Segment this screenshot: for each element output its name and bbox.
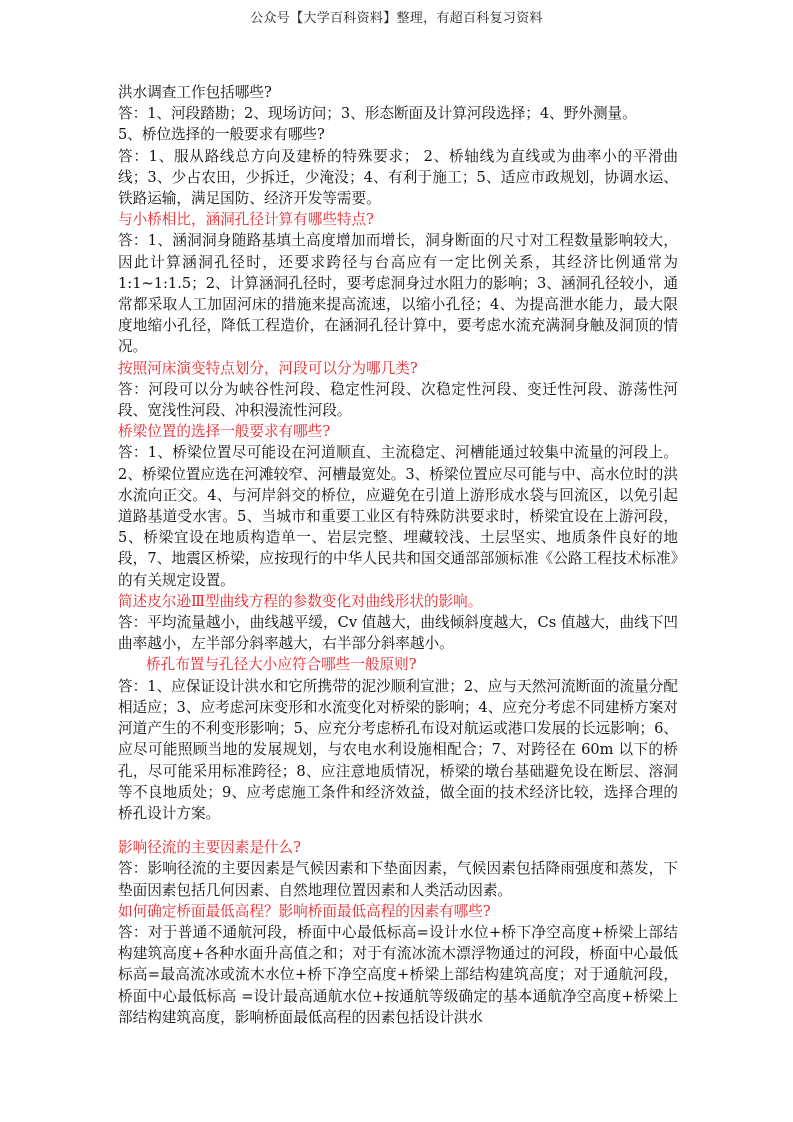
answer: 答：河段可以分为峡谷性河段、稳定性河段、次稳定性河段、变迁性河段、游荡性河段、宽浅性河段、冲积漫流性河段。	[118, 380, 678, 420]
question-heading: 与小桥相比，涵洞孔径计算有哪些特点?	[118, 211, 374, 229]
question-heading: 按照河床演变特点划分，河段可以分为哪几类?	[118, 359, 418, 377]
document-body	[118, 82, 678, 1028]
answer: 答：对于普通不通航河段，桥面中心最低标高=设计水位+桥下净空高度+桥梁上部结构建筑高度+各种水面升高值之和；对于有流冰流木漂浮物通过的河段，桥面中心最低标高=最高流冰或流木水位+桥下净空高度+桥梁上部结构建筑高度；对于通航河段，桥面中心最低标高 =设计最高通航水位+按通航等级确定的基本通航净空高度+桥梁上部结构建筑高度，影响桥面最低高程的因素包括设计洪水	[118, 923, 678, 1026]
paragraph: 洪水调查工作包括哪些?	[118, 84, 272, 101]
question: 5、桥位选择的一般要求有哪些?	[118, 126, 325, 144]
answer: 答：影响径流的主要因素是气候因素和下垫面因素，气候因素包括降雨强度和蒸发，下垫面因素包括几何因素、自然地理位置因素和人类活动因素。	[118, 860, 678, 899]
question-heading: 桥孔布置与孔径大小应符合哪些一般原则?	[146, 656, 417, 674]
answer: 答：平均流量越小，曲线越平缓，Cv 值越大，曲线倾斜度越大，Cs 值越大，曲线下凹曲率越小，左半部分斜率越大，右半部分斜率越小。	[118, 614, 678, 653]
answer: 答：1、河段踏勘；2、现场访问；3、形态断面及计算河段选择；4、野外测量。	[118, 105, 637, 123]
answer: 答：1、桥梁位置尽可能设在河道顺直、主流稳定、河槽能通过较集中流量的河段上。2、桥梁位置应选在河滩较窄、河槽最宽处。3、桥梁位置应尽可能与中、高水位时的洪水流向正交。4、与河岸斜交的桥位，应避免在引道上游形成水袋与回流区，以免引起道路基道受水害。5、当城市和重要工业区有特殊防洪要求时，桥梁宜设在上游河段，5、桥梁宜设在地质构造单一、岩层完整、埋藏较浅、土层坚实、地质条件良好的地段，7、地震区桥梁，应按现行的中华人民共和国交通部部颁标准《公路工程技术标准》的有关规定设置。	[118, 444, 678, 589]
question-heading: 简述皮尔逊Ⅲ型曲线方程的参数变化对曲线形状的影响。	[118, 592, 483, 610]
page-header: 公众号【大学百科资料】整理，有超百科复习资料	[250, 11, 543, 26]
answer: 答：1、服从路线总方向及建桥的特殊要求； 2、桥轴线为直线或为曲率小的平滑曲线；3、少占农田，少拆迁，少淹没；4、有利于施工；5、适应市政规划，协调水运、铁路运输，满足国防、经济开发等需要。	[118, 147, 678, 208]
question-heading: 影响径流的主要因素是什么?	[118, 839, 301, 857]
answer: 答：1、应保证设计洪水和它所携带的泥沙顺利宣泄；2、应与天然河流断面的流量分配相适应；3、应考虑河床变形和水流变化对桥梁的影响；4、应充分考虑不同建桥方案对河道产生的不利变形影响；5、应充分考虑桥孔布设对航运或港口发展的长远影响；6、应尽可能照顾当地的发展规划，与农电水利设施相配合；7、对跨径在 60m 以下的桥孔，尽可能采用标准跨径；8、应注意地质情况，桥梁的墩台基础避免设在断层、溶洞等不良地质处；9、应考虑施工条件和经济效益，做全面的技术经济比较，选择合理的桥孔设计方案。	[118, 677, 678, 822]
answer: 答：1、涵洞洞身随路基填土高度增加而增长，洞身断面的尺寸对工程数量影响较大，因此计算涵洞孔径时，还要求跨径与台高应有一定比例关系，其经济比例通常为 1:1~1:1.5；2、计算涵洞孔径时，要考虑洞身过水阻力的影响；3、涵洞孔径较小，通常都采取人工加固河床的措施来提高流速，以缩小孔径；4、为提高泄水能力，最大限度地缩小孔径，降低工程造价，在涵洞孔径计算中，要考虑水流充满洞身触及洞顶的情况。	[118, 232, 678, 356]
question-heading: 如何确定桥面最低高程？影响桥面最低高程的因素有哪些?	[118, 902, 491, 920]
question-heading: 桥梁位置的选择一般要求有哪些?	[118, 423, 331, 441]
